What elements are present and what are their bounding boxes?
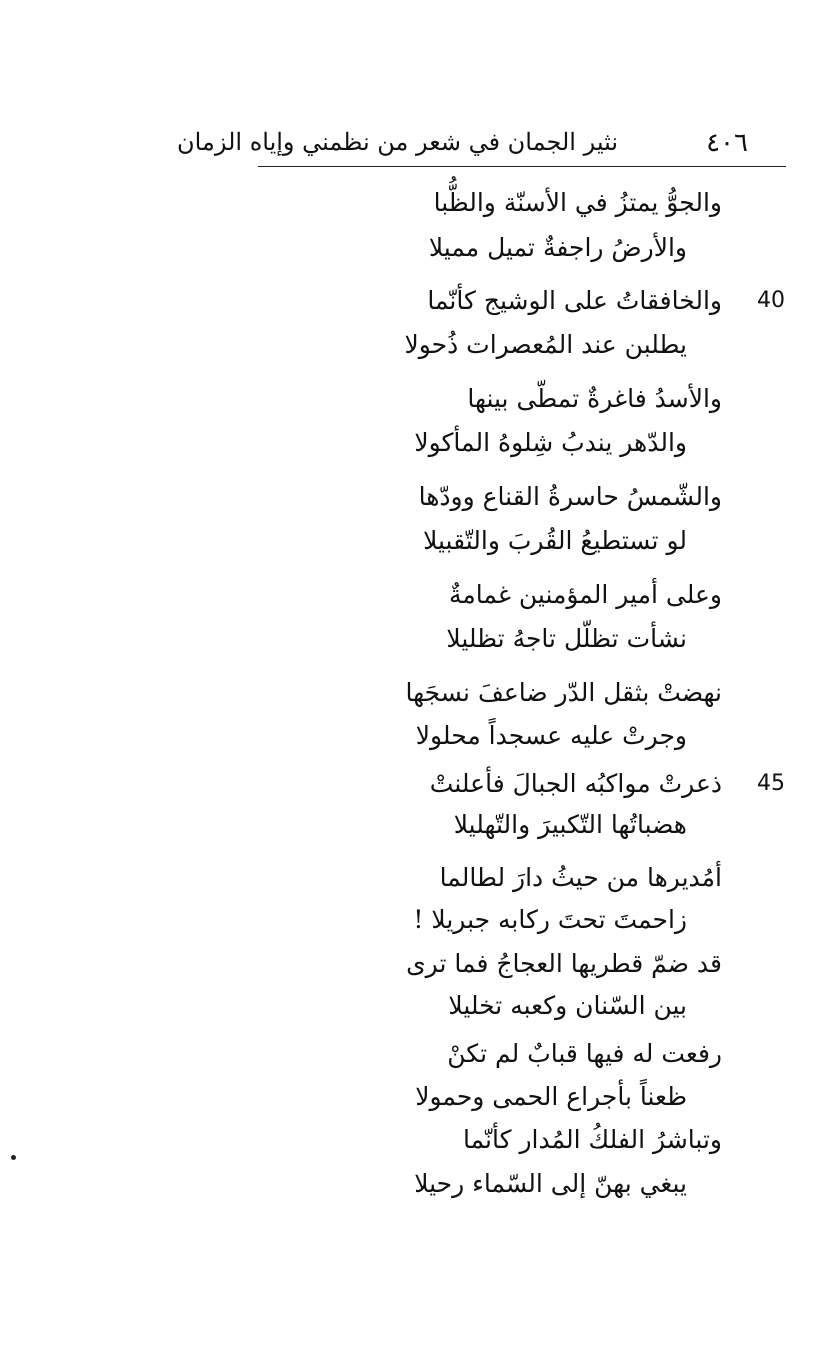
- verse-11-hemistich-2: يبغي بهنّ إلى السّماء رحيلا: [414, 1169, 687, 1198]
- verse-6-hemistich-2: وجرتْ عليه عسجداً محلولا: [415, 721, 687, 750]
- verse-8-hemistich-2: زاحمتَ تحتَ ركابه جبريلا !: [413, 905, 687, 934]
- verse-8-hemistich-1: أمُديرها من حيثُ دارَ لطالما: [439, 863, 722, 892]
- verse-4-hemistich-2: لو تستطيعُ القُربَ والتّقبيلا: [423, 526, 687, 555]
- stray-mark: [11, 1155, 16, 1160]
- verse-3-hemistich-1: والأسدُ فاغرةٌ تمطّى بينها: [467, 384, 722, 413]
- verse-number-40: 40: [757, 288, 785, 313]
- verse-9-hemistich-1: قد ضمّ قطريها العجاجُ فما ترى: [406, 949, 722, 978]
- verse-9-hemistich-2: بين السّنان وكعبه تخليلا: [448, 991, 687, 1020]
- verse-10-hemistich-1: رفعت له فيها قبابٌ لم تكنْ: [447, 1039, 722, 1068]
- page-header: [177, 118, 778, 168]
- running-title: نثير الجمان في شعر من نظمني وإياه الزمان: [177, 128, 618, 156]
- verse-11-hemistich-1: وتباشرُ الفلكُ المُدار كأنّما: [462, 1125, 722, 1154]
- verse-6-hemistich-1: نهضتْ بثقل الدّر ضاعفَ نسجَها: [405, 678, 722, 707]
- verse-1-hemistich-2: والأرضُ راجفةٌ تميل مميلا: [428, 233, 687, 262]
- verse-10-hemistich-2: ظعناً بأجراع الحمى وحمولا: [415, 1082, 687, 1111]
- verse-5-hemistich-1: وعلى أمير المؤمنين غمامةٌ: [449, 580, 722, 609]
- verse-3-hemistich-2: والدّهر يندبُ شِلوهُ المأكولا: [414, 428, 687, 457]
- verse-7-hemistich-1: ذعرتْ مواكبُه الجبالَ فأعلنتْ: [429, 769, 722, 798]
- verse-number-45: 45: [757, 771, 785, 796]
- verse-2-hemistich-2: يطلبن عند المُعصرات ذُحولا: [404, 330, 687, 359]
- page-number: ٤٠٦: [706, 128, 748, 158]
- verse-5-hemistich-2: نشأت تظلّل تاجهُ تظليلا: [446, 624, 687, 653]
- verse-4-hemistich-1: والشّمسُ حاسرةُ القناع وودّها: [418, 482, 722, 511]
- verse-1-hemistich-1: والجوُّ يمتزُ في الأسنّة والظُّبا: [433, 188, 722, 217]
- header-rule: [258, 166, 786, 167]
- verse-2-hemistich-1: والخافقاتُ على الوشيج كأنّما: [427, 286, 722, 315]
- verse-7-hemistich-2: هضباتُها التّكبيرَ والتّهليلا: [453, 810, 687, 839]
